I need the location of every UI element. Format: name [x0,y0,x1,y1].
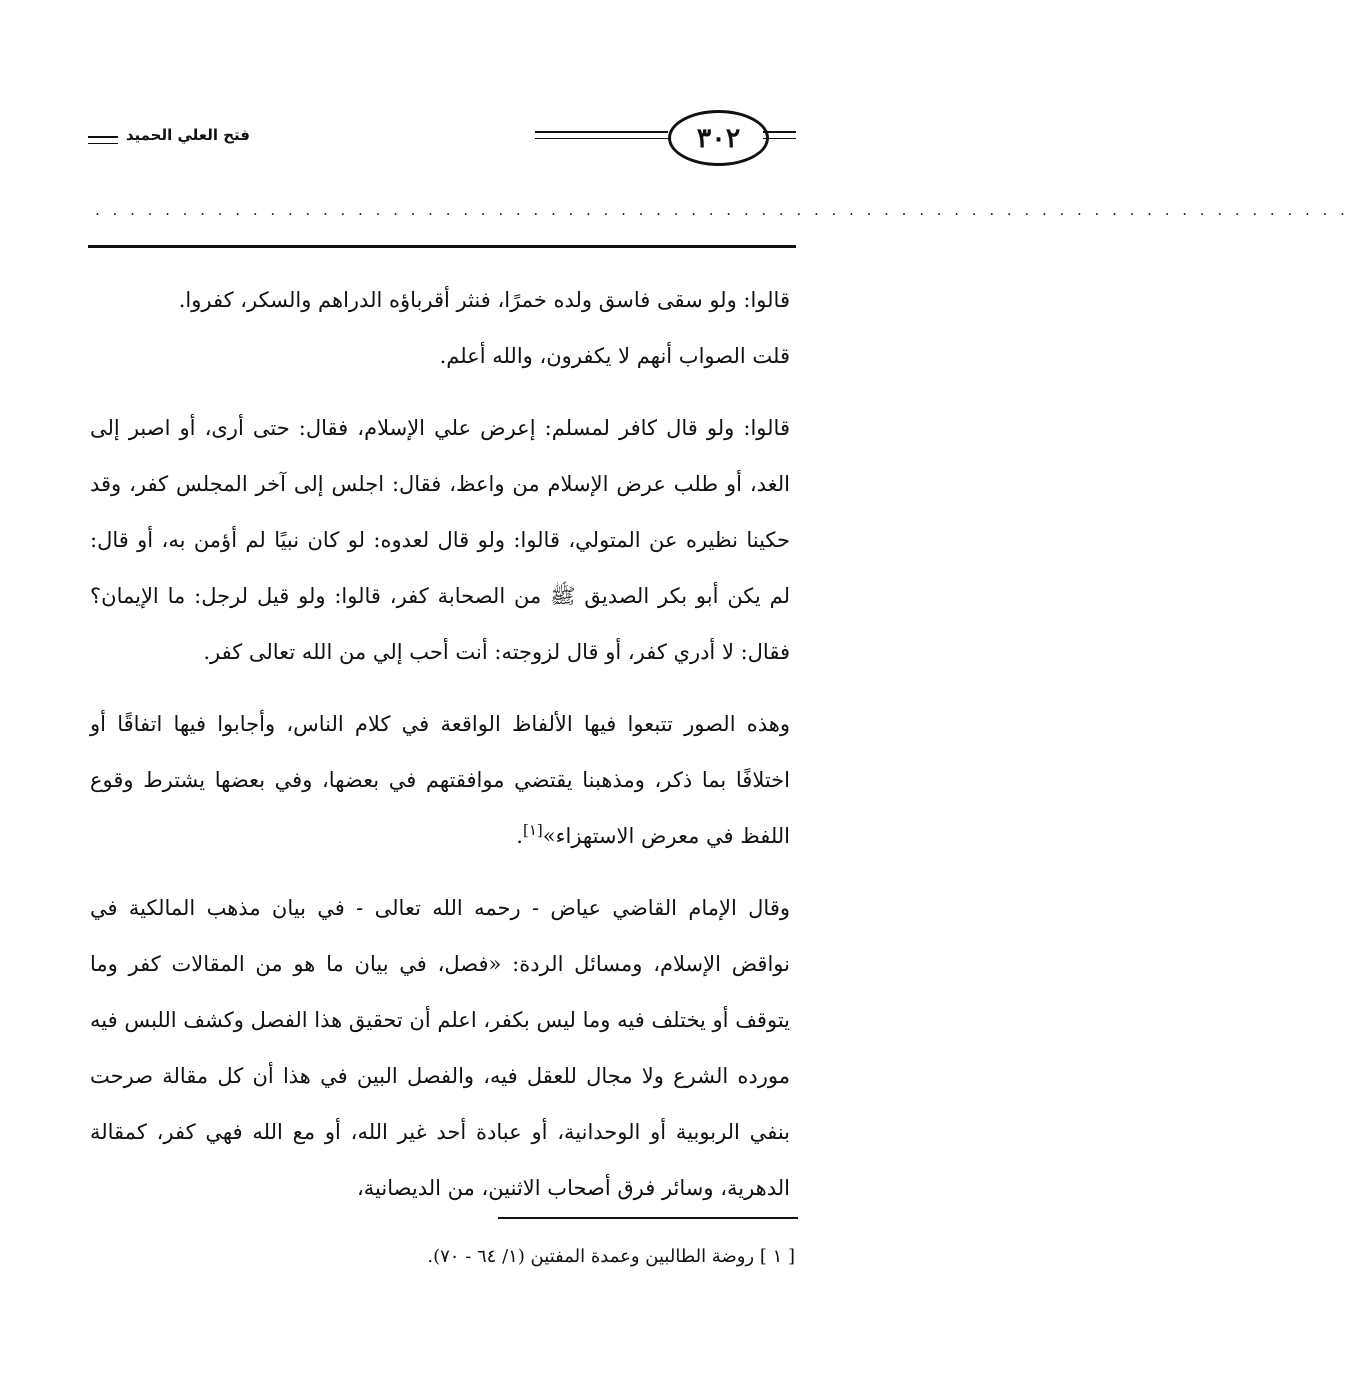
header-rule-left [535,131,668,139]
paragraph-3: قالوا: ولو قال كافر لمسلم: إعرض علي الإسلام، فقال: حتى أرى، أو اصبر إلى الغد، أو طلب عرض الإسلام من واعظ، فقال: اجلس إلى آخر المجلس كفر، وقد حكينا نظيره عن المتولي، قالوا: ولو قال لعدوه: لو كان نبيًا لم أؤمن به، أو قال: لم يكن أبو بكر الصديق ﷺ من الصحابة كفر، قالوا: ولو قيل لرجل: ما الإيمان؟ فقال: لا أدري كفر، أو قال لزوجته: أنت أحب إلي من الله تعالى كفر. [90,416,790,664]
paragraph-4 [90,696,790,864]
page-number-text: ٣٠٢ [696,122,741,154]
page-number [668,110,769,166]
footnote-reference: [١] [522,821,543,839]
footnote-rule [498,1217,798,1219]
top-rule [88,245,796,248]
paragraph-1: قالوا: ولو سقى فاسق ولده خمرًا، فنثر أقرباؤه الدراهم والسكر، كفروا. [178,288,790,312]
footnote: [ ١ ] روضة الطالبين وعمدة المفتين (١/ ٦٤ - ٧٠). [427,1246,795,1267]
title-rule [88,136,118,144]
body-text [90,272,790,1216]
book-title: فتح العلي الحميد [125,126,250,144]
paragraph-5: وقال الإمام القاضي عياض - رحمه الله تعالى - في بيان مذهب المالكية في نواقض الإسلام، ومسائل الردة: «فصل، في بيان ما هو من المقالات كفر وما يتوقف أو يختلف فيه وما ليس بكفر، اعلم أن تحقيق هذا الفصل وكشف اللبس فيه مورده الشرع ولا مجال للعقل فيه، والفصل البين في هذا أن كل مقالة صرحت بنفي الربوبية أو الوحدانية، أو عبادة أحد غير الله، أو مع الله فهي كفر، كمقالة الدهرية، وسائر فرق أصحاب الاثنين، من الديصانية، [90,896,790,1200]
paragraph-4-text: وهذه الصور تتبعوا فيها الألفاظ الواقعة في كلام الناس، وأجابوا فيها اتفاقًا أو اختلافًا بما ذكر، ومذهبنا يقتضي موافقتهم في بعضها، وفي بعضها يشترط وقوع اللفظ في معرض الاستهزاء» [90,712,790,848]
dotted-separator: . . . . . . . . . . . . . . . . . . . . . . . . . . . . . . . . . . . . . . . . . . . . . . . . . . . . . . . . . . . . . . . . . . . . . . . . [95,201,1349,219]
paragraph-4-end: . [516,824,523,848]
paragraph-2: قلت الصواب أنهم لا يكفرون، والله أعلم. [439,344,790,368]
